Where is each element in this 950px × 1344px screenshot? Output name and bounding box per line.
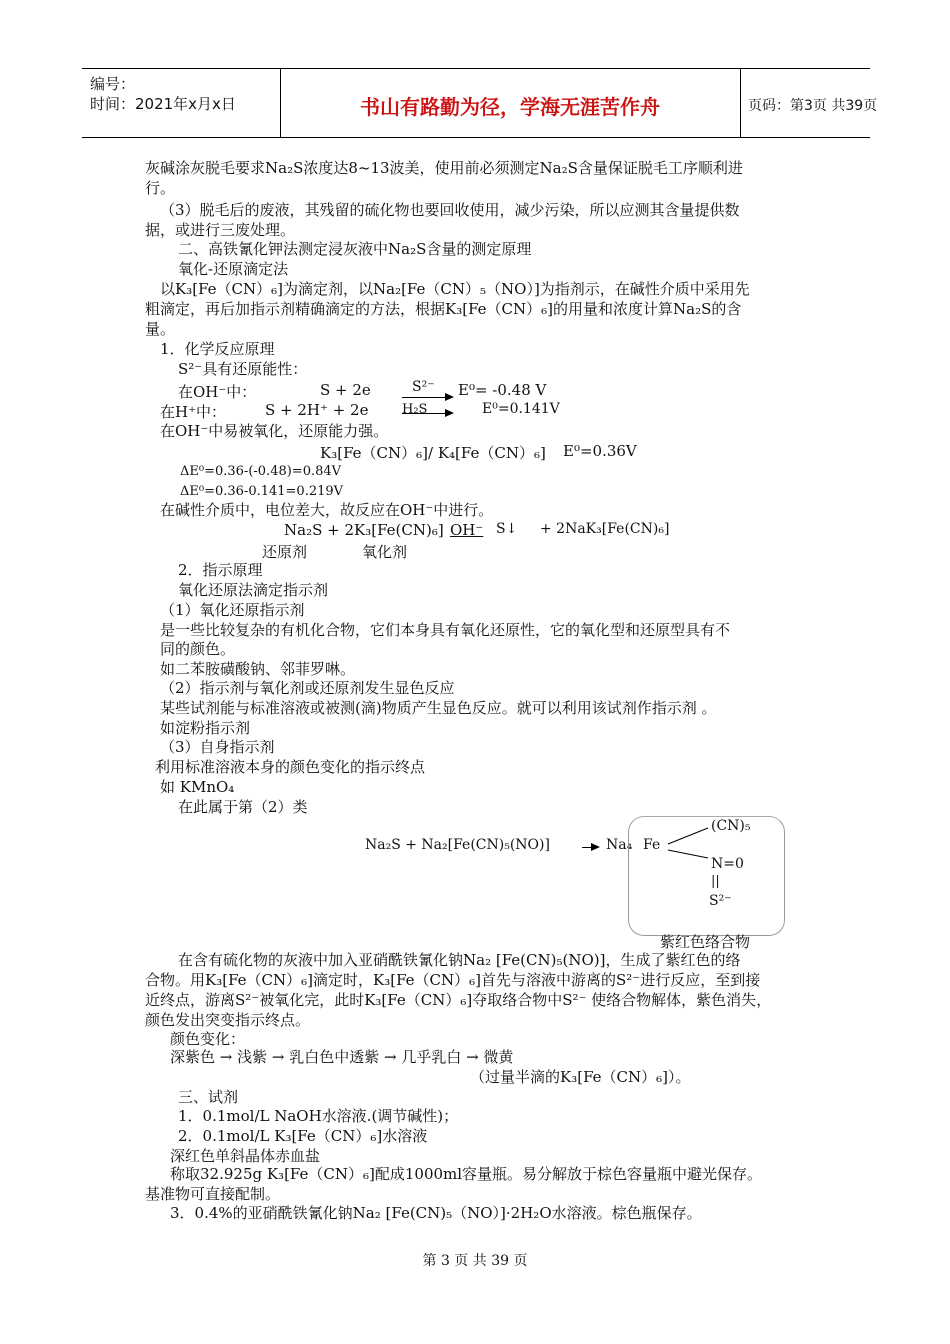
text-line: 据，或进行三废处理。 <box>145 221 296 239</box>
eq1-product: S²⁻ <box>412 379 435 395</box>
text-line: ΔE⁰=0.36-(-0.48)=0.84V <box>180 464 342 479</box>
eq2-condition: 在H⁺中： <box>160 403 226 421</box>
text-line: 基准物可直接配制。 <box>145 1185 281 1203</box>
text-line: 以K₃[Fe（CN）₆]为滴定剂，以Na₂[Fe（CN）₅（NO）]为指剂示，在碱性介质中采用先 <box>160 280 750 298</box>
reagent-item: 3．0.4%的亚硝酰铁氰化钠Na₂ [Fe(CN)₅（NO）]·2H₂O水溶液。棕色瓶保存。 <box>170 1204 702 1222</box>
text-line: 颜色发出突变指示终点。 <box>145 1011 311 1029</box>
scheme-cyanide: (CN)₅ <box>711 818 751 834</box>
reagent-item: 2．0.1mol/L K₃[Fe（CN）₆]水溶液 <box>178 1127 428 1145</box>
scheme-iron: Fe <box>643 837 661 853</box>
text-line: 粗滴定，再后加指示剂精确滴定的方法，根据K₃[Fe（CN）₆]的用量和浓度计算Na₂S的含 <box>145 300 742 318</box>
subsection-heading: 2．指示原理 <box>178 561 263 579</box>
text-line: 深红色单斜晶体赤血盐 <box>170 1147 321 1165</box>
text-line: 在OH⁻中易被氧化，还原能力强。 <box>160 422 389 440</box>
scheme-nitrosyl: N=0 <box>711 856 744 872</box>
section-heading: 三、试剂 <box>178 1088 239 1106</box>
scheme-product-prefix: Na₄ <box>606 837 633 853</box>
scheme-sulfide: S²⁻ <box>709 893 732 909</box>
text-line: 灰碱涂灰脱毛要求Na₂S浓度达8~13波美，使用前必须测定Na₂S含量保证脱毛工序顺利进 <box>145 159 743 177</box>
text-line: 是一些比较复杂的有机化合物，它们本身具有氧化还原性，它的氧化型和还原型具有不 <box>160 621 731 639</box>
text-line: 行。 <box>145 179 176 197</box>
text-line: （3）自身指示剂 <box>160 738 275 756</box>
number-label: 编号： <box>90 75 136 93</box>
text-line: 氧化-还原滴定法 <box>178 260 289 278</box>
header-right-cell <box>740 69 878 137</box>
color-change-sequence: 深紫色 → 浅紫 → 乳白色中透紫 → 几乎乳白 → 微黄 <box>170 1048 514 1066</box>
time-label: 时间：2021年x月x日 <box>90 95 236 113</box>
text-line: 如淀粉指示剂 <box>160 719 251 737</box>
text-line: 利用标准溶液本身的颜色变化的指示终点 <box>155 758 426 776</box>
text-line: 如二苯胺磺酸钠、邻菲罗啉。 <box>160 660 356 678</box>
page-footer: 第 3 页 共 39 页 <box>422 1253 528 1269</box>
text-line: （1）氧化还原指示剂 <box>160 601 305 619</box>
text-line: 在含有硫化物的灰液中加入亚硝酰铁氰化钠Na₂ [Fe(CN)₅(NO)]，生成了紫红色的络 <box>178 951 741 969</box>
text-line: 某些试剂能与标准溶液或被测(滴)物质产生显色反应。就可以利用该试剂作指示剂 。 <box>160 699 717 717</box>
text-line: 同的颜色。 <box>160 640 236 658</box>
eq3-reactants: Na₂S + 2K₃[Fe(CN)₆] <box>284 521 444 539</box>
eq1-reactants: S + 2e <box>320 381 371 399</box>
text-line: 在此属于第（2）类 <box>178 798 308 816</box>
header-center-cell <box>280 69 741 137</box>
complex-name: 紫红色络合物 <box>660 933 751 951</box>
reductant-label: 还原剂 <box>262 543 308 561</box>
page-label: 页码：第3页 共39页 <box>748 98 878 114</box>
scheme-bond: || <box>711 874 720 889</box>
reaction-arrow <box>402 413 452 414</box>
text-line: 氧化还原法滴定指示剂 <box>178 581 329 599</box>
text-line: 称取32.925g K₃[Fe（CN）₆]配成1000ml容量瓶。易分解放于棕色容量瓶中避光保存。 <box>170 1165 763 1183</box>
text-line: S²⁻具有还原能性： <box>178 360 308 378</box>
header-left-cell <box>82 69 281 137</box>
text-line: 如 KMnO₄ <box>160 778 235 796</box>
text-line: 在碱性介质中，电位差大，故反应在OH⁻中进行。 <box>160 501 494 519</box>
section-heading: 二、高铁氰化钾法测定浸灰液中Na₂S含量的测定原理 <box>178 240 532 258</box>
scheme-reactants: Na₂S + Na₂[Fe(CN)₅(NO)] <box>365 837 550 853</box>
page-header <box>82 68 878 138</box>
oxidant-label: 氧化剂 <box>362 543 408 561</box>
redox-potential: E⁰=0.36V <box>563 442 637 460</box>
reagent-item: 1．0.1mol/L NaOH水溶液.(调节碱性)； <box>178 1107 459 1125</box>
text-line: 量。 <box>145 320 176 338</box>
text-line: 近终点，游离S²⁻被氧化完，此时K₃[Fe（CN）₆]夺取络合物中S²⁻ 使络合物解体，紫色消失， <box>145 991 772 1009</box>
bond-lines <box>666 820 716 860</box>
text-line: （3）脱毛后的废液，其残留的硫化物也要回收使用，减少污染，所以应测其含量提供数 <box>160 201 740 219</box>
motto: 书山有路勤为径，学海无涯苦作舟 <box>360 95 660 119</box>
text-line: ΔE⁰=0.36-0.141=0.219V <box>180 484 344 499</box>
eq2-product: H₂S <box>402 402 428 417</box>
eq1-potential: E⁰= -0.48 V <box>458 381 547 399</box>
eq2-reactants: S + 2H⁺ + 2e <box>265 401 369 419</box>
redox-couple: K₃[Fe（CN）₆]/ K₄[Fe（CN）₆] <box>320 444 546 462</box>
eq2-potential: E⁰=0.141V <box>482 401 560 417</box>
text-line: 合物。用K₃[Fe（CN）₆]滴定时，K₃[Fe（CN）₆]首先与溶液中游离的S²⁻进行反应，至到接 <box>145 971 761 989</box>
eq3-precipitate: S↓ <box>496 521 518 537</box>
eq3-condition: OH⁻ <box>450 521 484 539</box>
reaction-arrow <box>582 847 598 848</box>
subsection-heading: 1．化学反应原理 <box>160 340 275 358</box>
eq1-condition: 在OH⁻中： <box>178 383 257 401</box>
eq3-product: + 2NaK₃[Fe(CN)₆] <box>540 521 670 537</box>
reaction-arrow <box>402 397 452 398</box>
text-line: 颜色变化： <box>170 1030 246 1048</box>
text-line: （2）指示剂与氧化剂或还原剂发生显色反应 <box>160 679 455 697</box>
text-line: （过量半滴的K₃[Fe（CN）₆]）。 <box>470 1068 691 1086</box>
